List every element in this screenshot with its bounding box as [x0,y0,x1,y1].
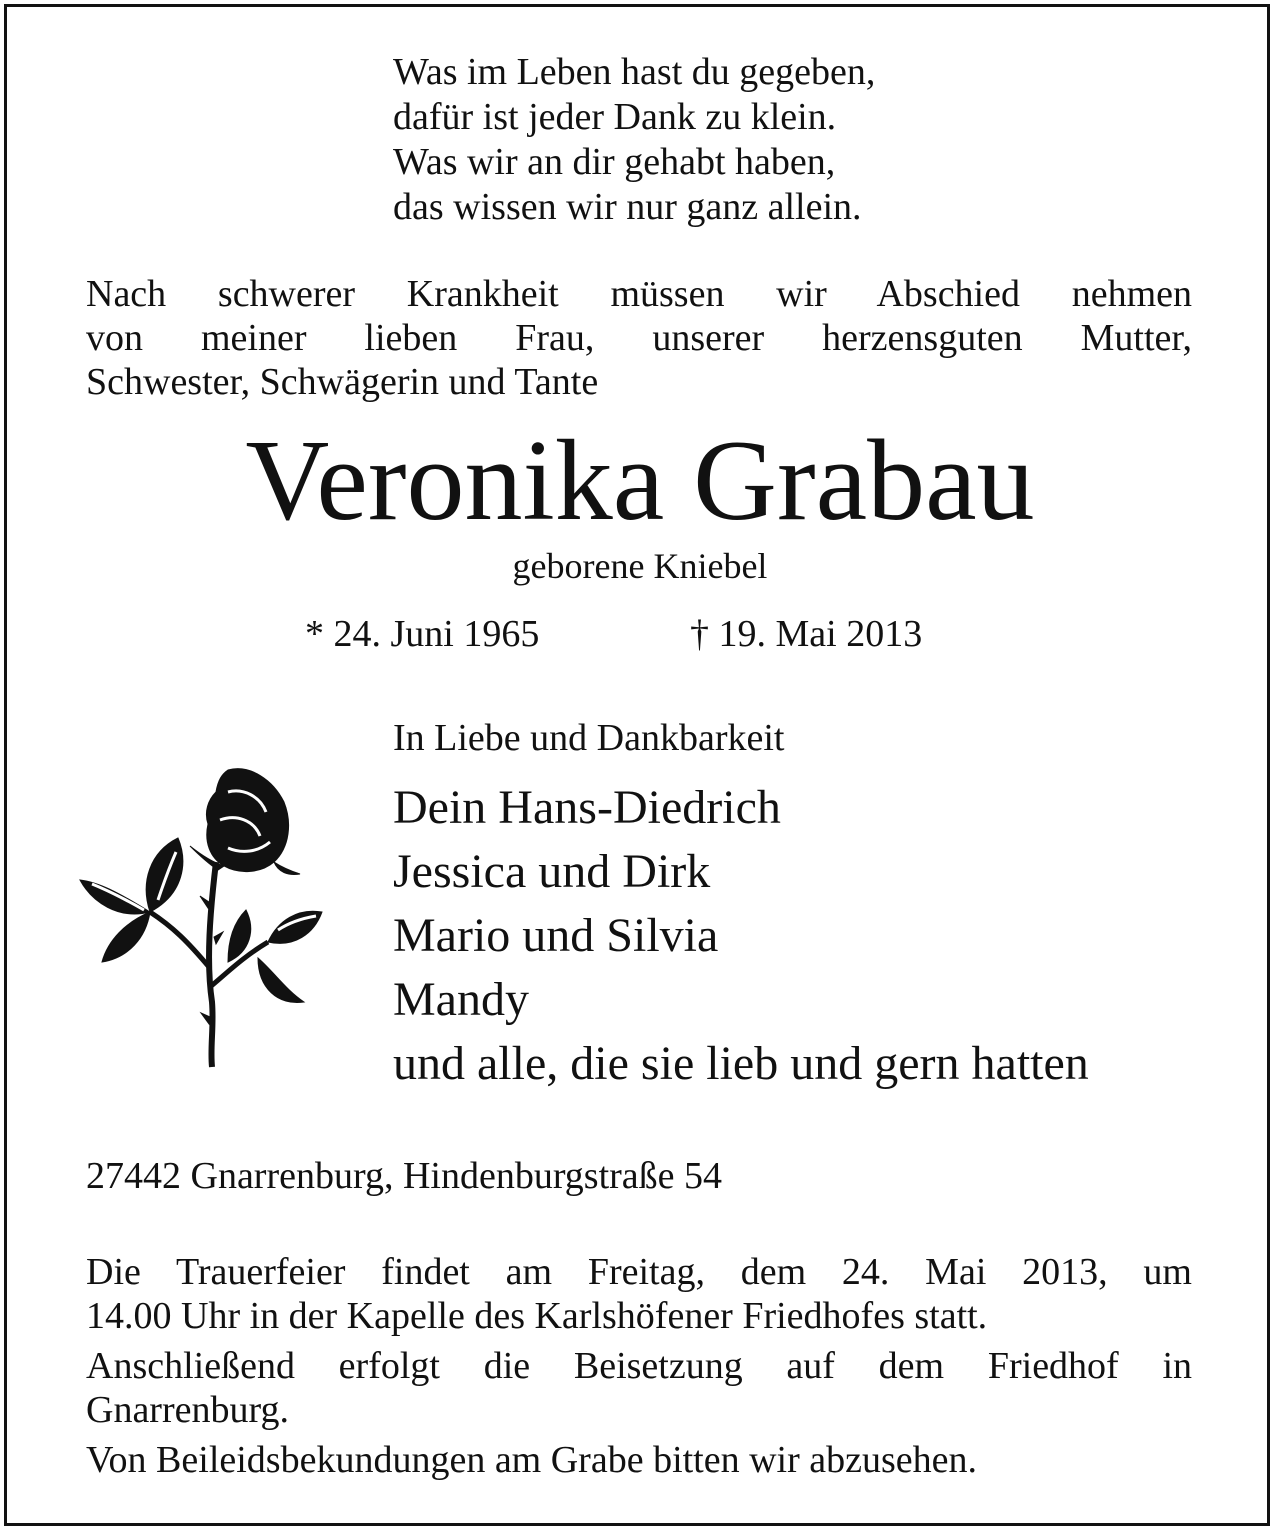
address: 27442 Gnarrenburg, Hindenburgstraße 54 [86,1155,723,1197]
intro-line: Schwester, Schwägerin und Tante [86,361,599,403]
mourners-list [393,776,1089,1096]
mourners-heading: In Liebe und Dankbarkeit [393,717,785,759]
mourner-name: Dein Hans-Diedrich [393,781,781,834]
funeral-line: 14.00 Uhr in der Kapelle des Karlshöfener Friedhofes statt. [86,1295,988,1337]
poem-line: Was wir an dir gehabt haben, [393,141,836,183]
poem-line: das wissen wir nur ganz allein. [393,186,862,228]
poem [393,50,875,230]
intro-line: von meiner lieben Frau, unserer herzensguten Mutter, [86,317,1192,359]
deceased-name: Veronika Grabau [245,417,1035,545]
mourner-name: Mario und Silvia [393,909,719,962]
poem-line: dafür ist jeder Dank zu klein. [393,96,837,138]
condolence-note: Von Beileidsbekundungen am Grabe bitten wir abzusehen. [86,1439,978,1481]
death-date: † 19. Mai 2013 [690,613,923,655]
burial-line: Gnarrenburg. [86,1389,289,1431]
poem-line: Was im Leben hast du gegeben, [393,51,876,93]
birth-date: * 24. Juni 1965 [305,613,540,655]
rose-icon [78,762,328,1072]
funeral-info [86,1250,1192,1488]
intro-line: Nach schwerer Krankheit müssen wir Abschied nehmen [86,273,1192,315]
intro-text [86,272,1192,404]
maiden-name: geborene Kniebel [512,546,768,586]
mourner-name: und alle, die sie lieb und gern hatten [393,1037,1089,1090]
mourner-name: Mandy [393,973,529,1026]
mourner-name: Jessica und Dirk [393,845,711,898]
funeral-line: Die Trauerfeier findet am Freitag, dem 24. Mai 2013, um [86,1251,1192,1293]
burial-line: Anschließend erfolgt die Beisetzung auf dem Friedhof in [86,1345,1192,1387]
